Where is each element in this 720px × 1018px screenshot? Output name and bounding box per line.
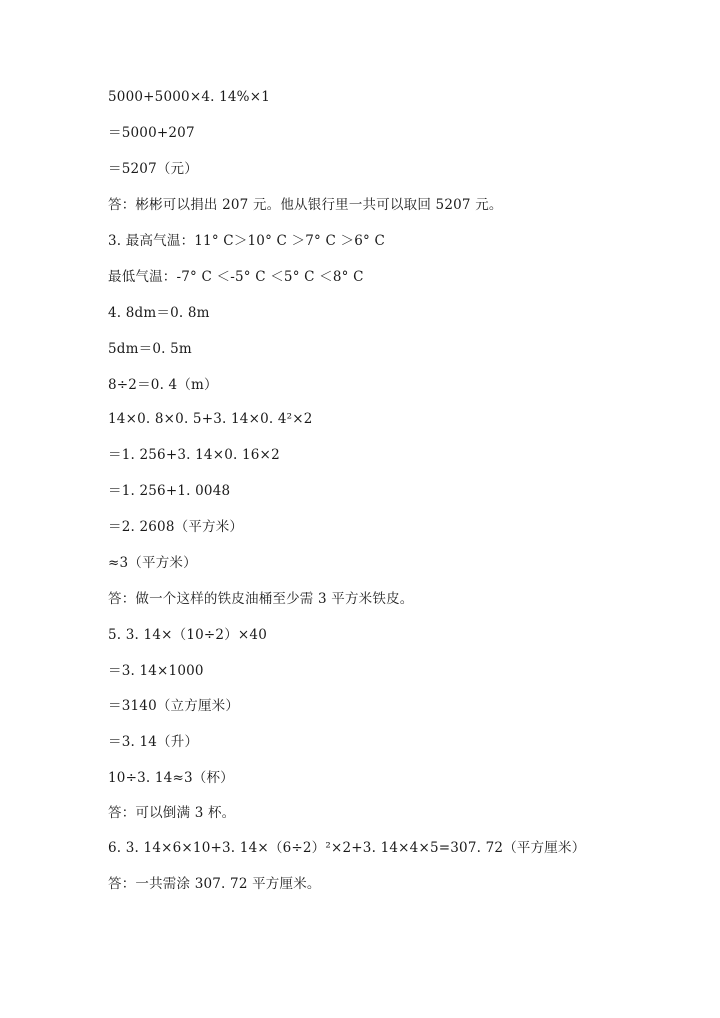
text-line: 最低气温：-7° C ＜-5° C ＜5° C ＜8° C: [108, 269, 364, 285]
text-line: ＝1. 256+1. 0048: [108, 483, 231, 499]
text-line: 10÷3. 14≈3（杯）: [108, 770, 234, 786]
text-line: ≈3（平方米）: [108, 555, 197, 571]
text-line: ＝1. 256+3. 14×0. 16×2: [108, 447, 280, 463]
text-line: 14×0. 8×0. 5+3. 14×0. 4²×2: [108, 411, 313, 427]
text-line: 5. 3. 14×（10÷2）×40: [108, 627, 268, 643]
text-line: 4. 8dm＝0. 8m: [108, 305, 210, 321]
text-line: 5dm＝0. 5m: [108, 341, 192, 357]
text-line: ＝3. 14×1000: [108, 663, 204, 679]
text-line: 3. 最高气温：11° C＞10° C ＞7° C ＞6° C: [108, 233, 385, 249]
text-line: ＝5207（元）: [108, 161, 198, 177]
text-line: 答：彬彬可以捐出 207 元。他从银行里一共可以取回 5207 元。: [108, 197, 503, 213]
text-line: ＝3140（立方厘米）: [108, 698, 240, 714]
text-line: 8÷2＝0. 4（m）: [108, 377, 218, 393]
text-line: 答：做一个这样的铁皮油桶至少需 3 平方米铁皮。: [108, 591, 414, 607]
text-line: 答：一共需涂 307. 72 平方厘米。: [108, 876, 321, 892]
text-line: 答：可以倒满 3 杯。: [108, 805, 236, 821]
text-line: 6. 3. 14×6×10+3. 14×（6÷2）²×2+3. 14×4×5=307. 72（平方厘米）: [108, 840, 586, 856]
text-line: ＝3. 14（升）: [108, 734, 199, 750]
text-line: 5000+5000×4. 14%×1: [108, 89, 271, 105]
text-line: ＝2. 2608（平方米）: [108, 519, 244, 535]
text-line: ＝5000+207: [108, 125, 195, 141]
